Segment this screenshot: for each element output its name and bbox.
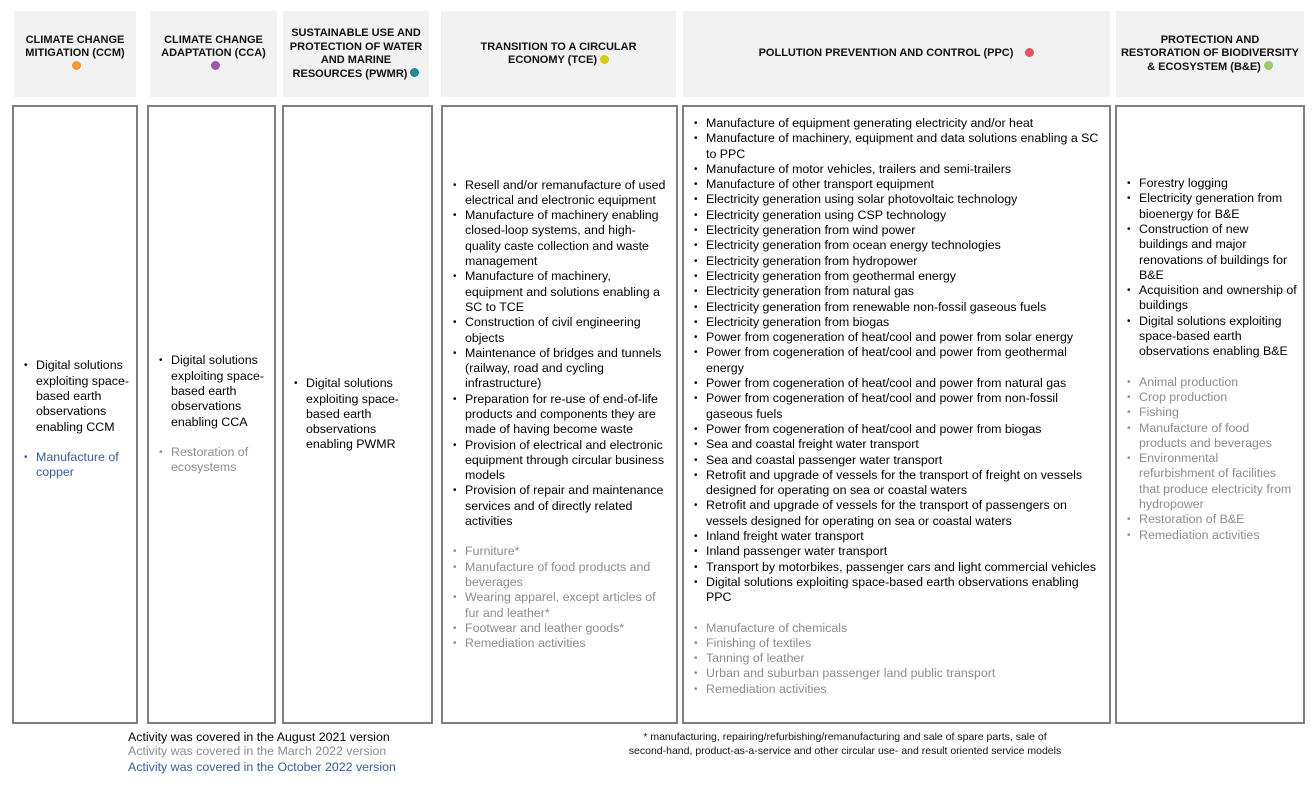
list-item: • Electricity generation using solar photovoltaic technology xyxy=(692,192,1103,207)
list-october-2022 xyxy=(22,450,130,481)
list-item: • Electricity generation from ocean energy technologies xyxy=(692,238,1103,253)
tce-color-dot-icon xyxy=(600,55,609,64)
header-title: PROTECTION AND RESTORATION OF BIODIVERSITY & ECOSYSTEM (B&E) xyxy=(1120,33,1300,73)
list-item: • Acquisition and ownership of buildings xyxy=(1125,283,1297,314)
column-pwmr xyxy=(282,105,433,724)
list-item: • Electricity generation from bioenergy for B&E xyxy=(1125,191,1297,222)
version-legend xyxy=(128,730,396,776)
list-item: • Manufacture of food products and beverages xyxy=(451,560,670,591)
list-march-2022 xyxy=(451,544,670,651)
list-august-2021 xyxy=(292,376,425,452)
list-item: • Transport by motorbikes, passenger cars and light commercial vehicles xyxy=(692,560,1103,575)
list-item: • Electricity generation from natural gas xyxy=(692,284,1103,299)
list-item: • Remediation activities xyxy=(1125,528,1297,543)
list-item: • Retrofit and upgrade of vessels for the transport of passengers on vessels designed for operating on sea or coastal waters xyxy=(692,498,1103,529)
list-item: • Preparation for re-use of end-of-life products and components they are made of having become waste xyxy=(451,392,670,438)
list-item: • Construction of civil engineering objects xyxy=(451,315,670,346)
header-be xyxy=(1116,11,1304,97)
list-item: • Digital solutions exploiting space-based earth observations enabling PPC xyxy=(692,575,1103,606)
list-item: • Manufacture of machinery, equipment and solutions enabling a SC to TCE xyxy=(451,269,670,315)
list-item: • Manufacture of chemicals xyxy=(692,621,1103,636)
header-cca xyxy=(150,11,277,97)
list-item: • Digital solutions exploiting space-based earth observations enabling PWMR xyxy=(292,376,425,452)
header-ppc xyxy=(683,11,1110,97)
list-item: • Construction of new buildings and major renovations of buildings for B&E xyxy=(1125,222,1297,283)
list-item: • Remediation activities xyxy=(451,636,670,651)
list-item: • Restoration of B&E xyxy=(1125,512,1297,527)
header-title: CLIMATE CHANGE ADAPTATION (CCA) xyxy=(161,33,266,60)
list-item: • Furniture* xyxy=(451,544,670,559)
list-item: • Manufacture of equipment generating electricity and/or heat xyxy=(692,116,1103,131)
list-item: • Manufacture of copper xyxy=(22,450,130,481)
list-item: • Tanning of leather xyxy=(692,651,1103,666)
list-item: • Wearing apparel, except articles of fur and leather* xyxy=(451,590,670,621)
list-item: • Sea and coastal freight water transport xyxy=(692,437,1103,452)
list-item: • Crop production xyxy=(1125,390,1297,405)
list-item: • Inland passenger water transport xyxy=(692,544,1103,559)
list-item: • Electricity generation from geothermal energy xyxy=(692,269,1103,284)
footnote: * manufacturing, repairing/refurbishing/remanufacturing and sale of spare parts, sale of second-hand, product-as-a-service and other circular use- and result oriented service models xyxy=(628,731,1062,757)
list-march-2022 xyxy=(692,621,1103,697)
be-color-dot-icon xyxy=(1264,61,1273,70)
cca-color-dot-icon xyxy=(211,61,220,70)
header-pwmr xyxy=(283,11,429,97)
list-item: • Manufacture of motor vehicles, trailers and semi-trailers xyxy=(692,162,1103,177)
legend-march-2022: Activity was covered in the March 2022 version xyxy=(128,743,387,758)
list-item: • Footwear and leather goods* xyxy=(451,621,670,636)
list-item: • Inland freight water transport xyxy=(692,529,1103,544)
list-august-2021 xyxy=(692,116,1103,606)
legend-august-2021: Activity was covered in the August 2021 version xyxy=(128,730,390,744)
legend-october-2022: Activity was covered in the October 2022 version xyxy=(128,760,396,774)
list-august-2021 xyxy=(451,178,670,530)
list-item: • Digital solutions exploiting space-based earth observations enabling CCM xyxy=(22,358,130,434)
header-title: SUSTAINABLE USE AND PROTECTION OF WATER AND MARINE RESOURCES (PWMR) xyxy=(289,27,423,80)
list-item: • Manufacture of machinery, equipment and data solutions enabling a SC to PPC xyxy=(692,131,1103,162)
list-item: • Electricity generation from hydropower xyxy=(692,254,1103,269)
header-title: POLLUTION PREVENTION AND CONTROL (PPC) xyxy=(758,47,1014,60)
list-item: • Resell and/or remanufacture of used electrical and electronic equipment xyxy=(451,178,670,209)
ccm-color-dot-icon xyxy=(72,61,81,70)
list-item: • Environmental refurbishment of facilities that produce electricity from hydropower xyxy=(1125,451,1297,512)
list-item: • Electricity generation from renewable non-fossil gaseous fuels xyxy=(692,300,1103,315)
list-item: • Provision of repair and maintenance services and of directly related activities xyxy=(451,483,670,529)
list-item: • Power from cogeneration of heat/cool and power from geothermal energy xyxy=(692,345,1103,376)
list-august-2021 xyxy=(157,353,268,429)
list-august-2021 xyxy=(22,358,130,434)
list-item: • Restoration of ecosystems xyxy=(157,445,268,476)
list-item: • Retrofit and upgrade of vessels for the transport of freight on vessels designed for operating on sea or coastal waters xyxy=(692,468,1103,499)
list-item: • Power from cogeneration of heat/cool and power from non-fossil gaseous fuels xyxy=(692,391,1103,422)
list-item: • Finishing of textiles xyxy=(692,636,1103,651)
header-title: CLIMATE CHANGE MITIGATION (CCM) xyxy=(25,33,125,60)
column-tce xyxy=(441,105,678,724)
list-item: • Sea and coastal passenger water transport xyxy=(692,453,1103,468)
list-item: • Electricity generation from wind power xyxy=(692,223,1103,238)
list-item: • Urban and suburban passenger land public transport xyxy=(692,666,1103,681)
list-item: • Digital solutions exploiting space-based earth observations enabling CCA xyxy=(157,353,268,429)
column-ppc xyxy=(682,105,1111,724)
list-item: • Digital solutions exploiting space-based earth observations enabling B&E xyxy=(1125,314,1297,360)
list-item: • Manufacture of machinery enabling closed-loop systems, and high-quality caste collection and waste management xyxy=(451,208,670,269)
list-item: • Maintenance of bridges and tunnels (railway, road and cycling infrastructure) xyxy=(451,346,670,392)
list-item: • Power from cogeneration of heat/cool and power from biogas xyxy=(692,422,1103,437)
list-item: • Provision of electrical and electronic equipment through circular business models xyxy=(451,438,670,484)
header-tce xyxy=(441,11,676,97)
list-item: • Remediation activities xyxy=(692,682,1103,697)
list-item: • Fishing xyxy=(1125,405,1297,420)
column-ccm xyxy=(12,105,138,724)
column-cca xyxy=(147,105,276,724)
list-item: • Manufacture of food products and beverages xyxy=(1125,421,1297,452)
list-march-2022 xyxy=(157,445,268,476)
list-item: • Forestry logging xyxy=(1125,176,1297,191)
header-ccm xyxy=(14,11,136,97)
column-be xyxy=(1115,105,1305,724)
list-item: • Animal production xyxy=(1125,375,1297,390)
list-item: • Power from cogeneration of heat/cool and power from natural gas xyxy=(692,376,1103,391)
pwmr-color-dot-icon xyxy=(410,68,419,77)
list-march-2022 xyxy=(1125,375,1297,543)
list-august-2021 xyxy=(1125,176,1297,360)
list-item: • Electricity generation from biogas xyxy=(692,315,1103,330)
ppc-color-dot-icon xyxy=(1025,48,1034,57)
list-item: • Electricity generation using CSP technology xyxy=(692,208,1103,223)
list-item: • Manufacture of other transport equipment xyxy=(692,177,1103,192)
list-item: • Power from cogeneration of heat/cool and power from solar energy xyxy=(692,330,1103,345)
header-title: TRANSITION TO A CIRCULAR ECONOMY (TCE) xyxy=(480,40,637,66)
